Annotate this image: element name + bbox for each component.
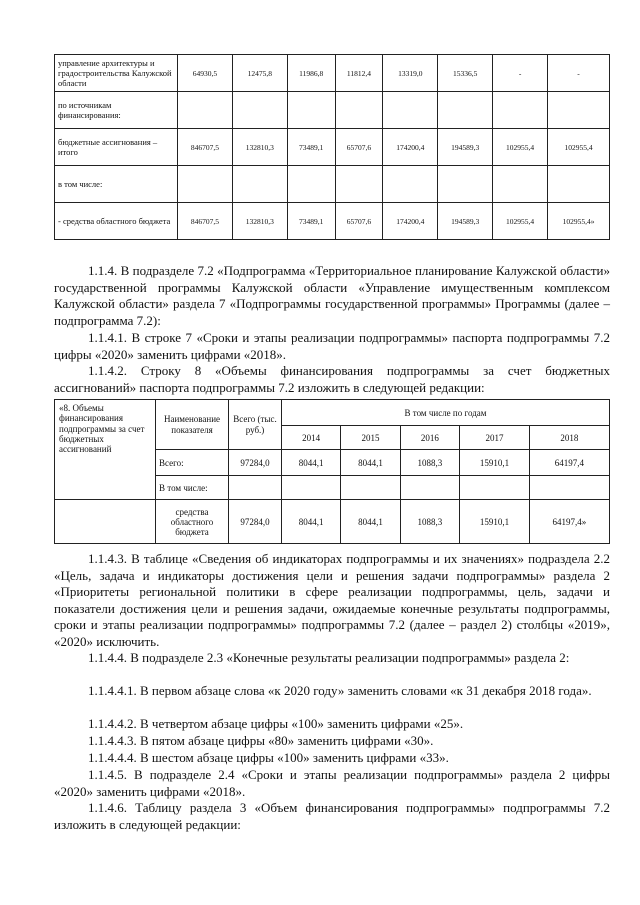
cell-value: 8044,1 (282, 500, 341, 544)
paragraph-1-1-4: 1.1.4. В подразделе 7.2 «Подпрограмма «Территориальное планирование Калужской области» государственной программы Калужской области «Управление имущественным комплексом Калужской области» раздела 7 «Подпрограммы государственной программы» Программы (далее – подпрограмма 7.2): (54, 263, 610, 328)
cell-value: 194589,3 (438, 203, 493, 240)
financing-table-subprogram (54, 399, 610, 544)
cell-value (493, 92, 548, 129)
row-label: в том числе: (55, 166, 178, 203)
cell-value: 1088,3 (400, 500, 459, 544)
paragraph-1-1-4-2: 1.1.4.2. Строку 8 «Объемы финансирования подпрограммы за счет бюджетных ассигнований» паспорта подпрограммы 7.2 изложить в следующей редакции: (54, 363, 610, 395)
year-header: 2017 (460, 426, 530, 450)
cell-value: 65707,6 (335, 129, 383, 166)
cell-value: 174200,4 (383, 203, 438, 240)
table-row (55, 203, 610, 240)
cell-value: - (493, 55, 548, 92)
year-header: 2015 (341, 426, 400, 450)
row-label-budget: средства областного бюджета (156, 500, 229, 544)
cell-value (548, 166, 610, 203)
cell-value: 15336,5 (438, 55, 493, 92)
cell-value: 132810,3 (232, 129, 287, 166)
cell-value: 11986,8 (287, 55, 335, 92)
year-header: 2018 (529, 426, 609, 450)
row-heading-cell: «8. Объемы финансирования подпрограммы за счет бюджетных ассигнований (55, 400, 156, 500)
empty-cell (460, 476, 530, 500)
cell-total: 97284,0 (229, 500, 282, 544)
cell-value (383, 92, 438, 129)
cell-value: 846707,5 (178, 129, 233, 166)
column-header-total: Всего (тыс. руб.) (229, 400, 282, 450)
empty-cell (282, 476, 341, 500)
cell-value (287, 166, 335, 203)
paragraph-1-1-4-4-2: 1.1.4.4.2. В четвертом абзаце цифры «100» заменить цифрами «25». (88, 716, 464, 731)
cell-value: 102955,4» (548, 203, 610, 240)
financing-table-top (54, 54, 610, 240)
cell-value (383, 166, 438, 203)
cell-value (493, 166, 548, 203)
cell-value: 102955,4 (493, 203, 548, 240)
cell-value: 8044,1 (341, 500, 400, 544)
row-label-total: Всего: (156, 450, 229, 476)
paragraph-1-1-4-4-1: 1.1.4.4.1. В первом абзаце слова «к 2020 году» заменить словами «к 31 декабря 2018 года». (88, 683, 592, 698)
cell-value (178, 92, 233, 129)
year-header: 2016 (400, 426, 459, 450)
cell-value: 13319,0 (383, 55, 438, 92)
cell-value (438, 92, 493, 129)
cell-value (335, 166, 383, 203)
paragraph-1-1-4-1: 1.1.4.1. В строке 7 «Сроки и этапы реализации подпрограммы» паспорта подпрограммы 7.2 цифры «2020» заменить цифрами «2018». (54, 330, 610, 362)
cell-value: 1088,3 (400, 450, 459, 476)
cell-value (548, 92, 610, 129)
cell-value: 132810,3 (232, 203, 287, 240)
table-row (55, 166, 610, 203)
cell-value: 15910,1 (460, 450, 530, 476)
cell-value (287, 92, 335, 129)
cell-value: 64930,5 (178, 55, 233, 92)
cell-value: 64197,4 (529, 450, 609, 476)
cell-value: 15910,1 (460, 500, 530, 544)
cell-value: 8044,1 (341, 450, 400, 476)
row-label: управление архитектуры и градостроительства Калужской области (55, 55, 178, 92)
empty-cell (400, 476, 459, 500)
cell-value (335, 92, 383, 129)
cell-value (232, 92, 287, 129)
paragraph-1-1-4-3: 1.1.4.3. В таблице «Сведения об индикаторах подпрограммы и их значениях» подраздела 2.2 «Цель, задача и индикаторы достижения цели и решения задачи подпрограммы» раздела 2 «Приоритеты региональной политики в сфере реализации подпрограммы, цель, задачи и показатели достижения цели и решения задачи, ожидаемые конечные результаты подпрограммы, сроки и этапы реализации подпрограммы» подпрограммы 7.2 (далее – раздел 2) столбцы «2019», «2020» исключить. (54, 551, 610, 649)
cell-value: 174200,4 (383, 129, 438, 166)
empty-cell (55, 500, 156, 544)
cell-value: 102955,4 (548, 129, 610, 166)
cell-value (178, 166, 233, 203)
row-label: бюджетные ассигнования – итого (55, 129, 178, 166)
row-label-including: В том числе: (156, 476, 229, 500)
row-label: - средства областного бюджета (55, 203, 178, 240)
paragraph-1-1-4-4-4: 1.1.4.4.4. В шестом абзаце цифры «100» заменить цифрами «33». (88, 750, 449, 765)
year-header: 2014 (282, 426, 341, 450)
paragraph-1-1-4-5: 1.1.4.5. В подразделе 2.4 «Сроки и этапы реализации подпрограммы» раздела 2 цифры «2020» заменить цифрами «2018». (54, 767, 610, 799)
paragraph-1-1-4-4: 1.1.4.4. В подразделе 2.3 «Конечные результаты реализации подпрограммы» раздела 2: (88, 650, 570, 665)
cell-value: 64197,4» (529, 500, 609, 544)
empty-cell (341, 476, 400, 500)
table-row (55, 55, 610, 92)
column-header-years: В том числе по годам (282, 400, 610, 426)
cell-value: 12475,8 (232, 55, 287, 92)
cell-value: 846707,5 (178, 203, 233, 240)
paragraph-1-1-4-4-3: 1.1.4.4.3. В пятом абзаце цифры «80» заменить цифрами «30». (88, 733, 434, 748)
cell-value: 102955,4 (493, 129, 548, 166)
cell-value: 65707,6 (335, 203, 383, 240)
cell-value: 11812,4 (335, 55, 383, 92)
cell-total: 97284,0 (229, 450, 282, 476)
table-row (55, 129, 610, 166)
table-row (55, 92, 610, 129)
cell-value: 8044,1 (282, 450, 341, 476)
empty-cell (229, 476, 282, 500)
cell-value (438, 166, 493, 203)
cell-value: 194589,3 (438, 129, 493, 166)
row-label: по источникам финансирования: (55, 92, 178, 129)
paragraph-1-1-4-6: 1.1.4.6. Таблицу раздела 3 «Объем финансирования подпрограммы» подпрограммы 7.2 изложить в следующей редакции: (54, 800, 610, 832)
cell-value (232, 166, 287, 203)
column-header-name: Наименование показателя (156, 400, 229, 450)
cell-value: 73489,1 (287, 203, 335, 240)
empty-cell (529, 476, 609, 500)
cell-value: 73489,1 (287, 129, 335, 166)
cell-value: - (548, 55, 610, 92)
